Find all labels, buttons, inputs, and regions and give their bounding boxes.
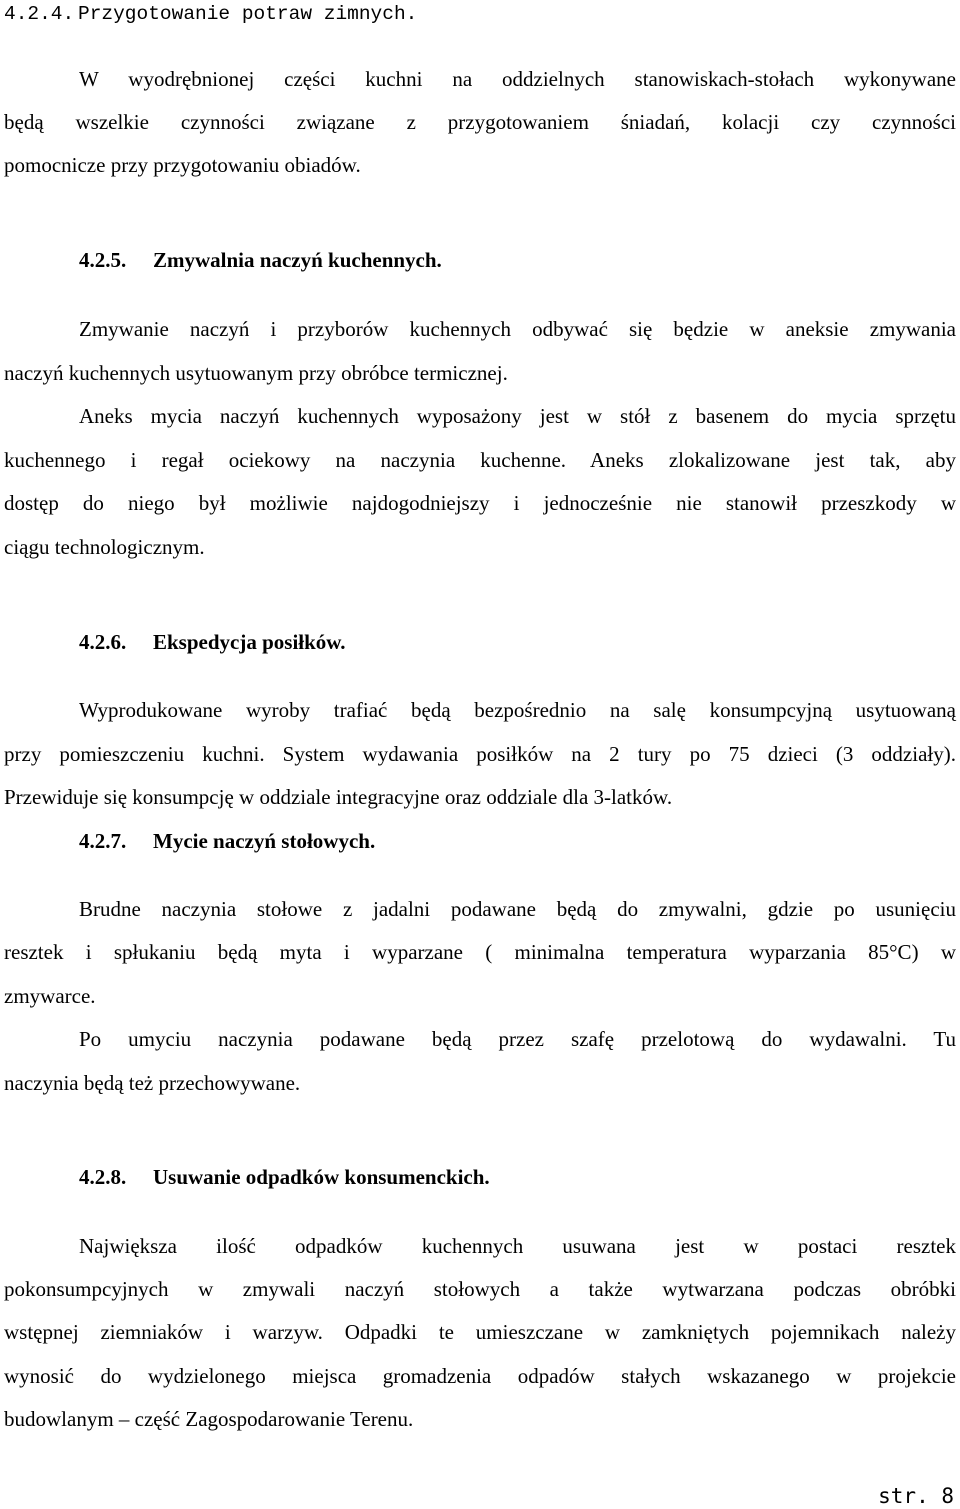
paragraph-line: resztek i spłukaniu będą myta i wyparzane ( minimalna temperatura wyparzania 85°C) w — [4, 940, 956, 964]
section-number: 4.2.7. — [79, 829, 127, 853]
paragraph-line: wstępnej ziemniaków i warzyw. Odpadki te umieszczane w zamkniętych pojemnikach należy — [4, 1320, 956, 1344]
paragraph-line: Zmywanie naczyń i przyborów kuchennych odbywać się będzie w aneksie zmywania — [79, 317, 956, 341]
section-heading-4-2-5 — [79, 248, 956, 272]
paragraph-line: wynosić do wydzielonego miejsca gromadzenia odpadów stałych wskazanego w projekcie — [4, 1364, 956, 1388]
section-title: Usuwanie odpadków konsumenckich. — [153, 1165, 490, 1189]
paragraph-line: W wyodrębnionej części kuchni na oddzielnych stanowiskach-stołach wykonywane — [79, 67, 956, 91]
paragraph-line: będą wszelkie czynności związane z przygotowaniem śniadań, kolacji czy czynności — [4, 110, 956, 134]
paragraph-line: Aneks mycia naczyń kuchennych wyposażony jest w stół z basenem do mycia sprzętu — [79, 404, 956, 428]
page-number: str. 8 — [878, 1484, 954, 1508]
paragraph-line: kuchennego i regał ociekowy na naczynia kuchenne. Aneks zlokalizowane jest tak, aby — [4, 448, 956, 472]
paragraph-line: dostęp do niego był możliwie najdogodniejszy i jednocześnie nie stanowił przeszkody w — [4, 491, 956, 515]
section-title: Zmywalnia naczyń kuchennych. — [153, 248, 442, 272]
paragraph-line: Największa ilość odpadków kuchennych usuwana jest w postaci resztek — [79, 1234, 956, 1258]
section-title: Mycie naczyń stołowych. — [153, 829, 376, 853]
paragraph-line: Wyprodukowane wyroby trafiać będą bezpośrednio na salę konsumpcyjną usytuowaną — [79, 698, 956, 722]
section-number: 4.2.5. — [79, 248, 127, 272]
paragraph-line: budowlanym – część Zagospodarowanie Terenu. — [4, 1407, 414, 1431]
paragraph-line: zmywarce. — [4, 984, 96, 1008]
section-heading-4-2-7 — [79, 829, 956, 853]
section-number: 4.2.6. — [79, 630, 127, 654]
section-heading-4-2-4 — [4, 2, 956, 26]
paragraph-line: przy pomieszczeniu kuchni. System wydawania posiłków na 2 tury po 75 dzieci (3 oddziały). — [4, 742, 956, 766]
section-title: Przygotowanie potraw zimnych. — [78, 3, 418, 25]
paragraph-line: naczyń kuchennych usytuowanym przy obróbce termicznej. — [4, 361, 508, 385]
section-heading-4-2-6 — [79, 630, 956, 654]
section-heading-4-2-8 — [79, 1165, 956, 1189]
section-title: Ekspedycja posiłków. — [153, 630, 346, 654]
paragraph-line: naczynia będą też przechowywane. — [4, 1071, 301, 1095]
paragraph-line: pomocnicze przy przygotowaniu obiadów. — [4, 153, 361, 177]
section-number: 4.2.4. — [4, 3, 75, 25]
section-number: 4.2.8. — [79, 1165, 127, 1189]
paragraph-line: Brudne naczynia stołowe z jadalni podawane będą do zmywalni, gdzie po usunięciu — [79, 897, 956, 921]
paragraph-line: pokonsumpcyjnych w zmywali naczyń stołowych a także wytwarzana podczas obróbki — [4, 1277, 956, 1301]
paragraph-line: ciągu technologicznym. — [4, 535, 205, 559]
paragraph-line: Przewiduje się konsumpcję w oddziale integracyjne oraz oddziale dla 3-latków. — [4, 785, 673, 809]
paragraph-line: Po umyciu naczynia podawane będą przez szafę przelotową do wydawalni. Tu — [79, 1027, 956, 1051]
